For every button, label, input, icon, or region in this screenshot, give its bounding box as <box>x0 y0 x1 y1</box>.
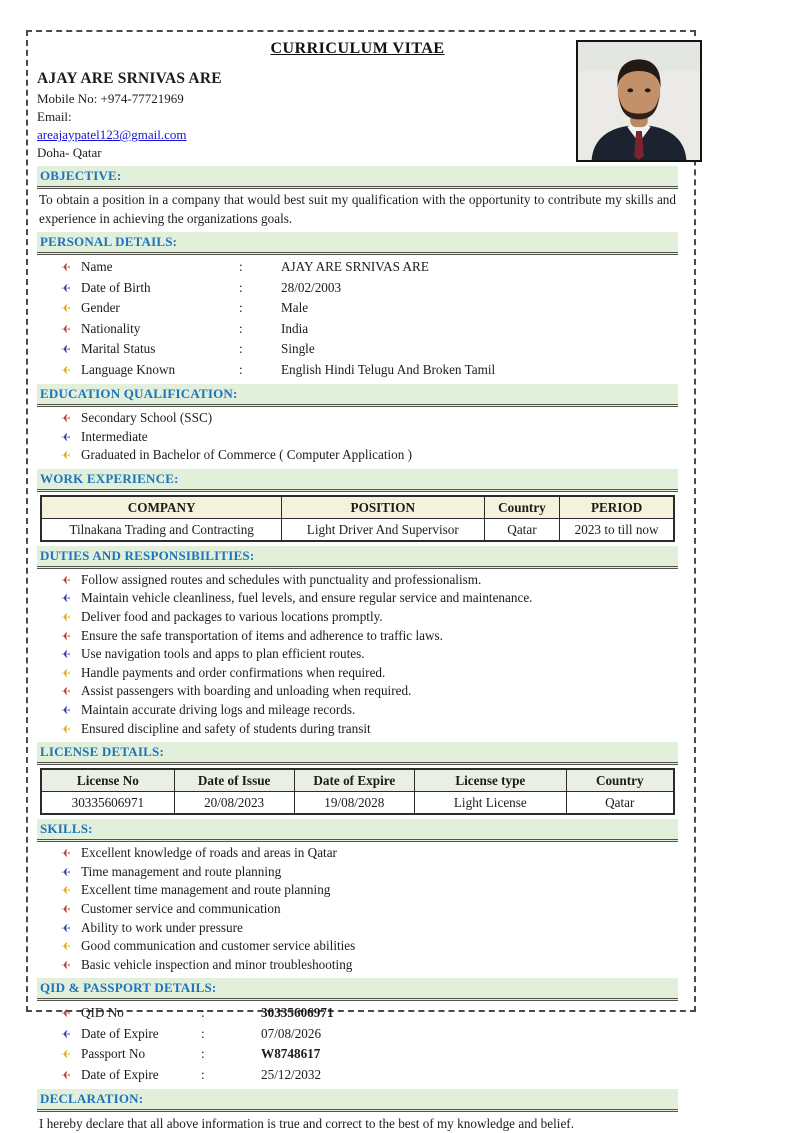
list-item <box>61 881 678 900</box>
plane-bullet-icon <box>61 863 81 882</box>
column-header: PERIOD <box>560 496 674 519</box>
declaration-text: I hereby declare that all above information is true and correct to the best of my knowledge and belief. <box>39 1116 574 1132</box>
detail-value: 28/02/2003 <box>281 279 342 295</box>
list-item <box>61 701 678 720</box>
column-header: Date of Expire <box>294 769 414 792</box>
detail-row <box>37 1024 678 1045</box>
plane-bullet-icon <box>61 298 81 319</box>
section-header-declaration <box>37 1089 678 1112</box>
plane-bullet-icon <box>61 589 81 608</box>
table-cell: 2023 to till now <box>560 518 674 541</box>
personal-details-list <box>37 257 678 380</box>
plane-bullet-icon <box>61 956 81 975</box>
list-item <box>61 645 678 664</box>
person-name: AJAY ARE SRNIVAS ARE <box>37 70 222 87</box>
list-item-text: Maintain vehicle cleanliness, fuel levels, and ensure regular service and maintenance. <box>81 590 533 606</box>
detail-label: Nationality <box>81 320 141 336</box>
location-line: Doha- Qatar <box>37 145 102 160</box>
list-item <box>61 446 678 465</box>
detail-label: Marital Status <box>81 341 156 356</box>
detail-value: AJAY ARE SRNIVAS ARE <box>281 259 429 274</box>
detail-row <box>37 278 678 299</box>
detail-label: Gender <box>81 300 120 315</box>
list-item <box>61 900 678 919</box>
portrait-photo-illustration <box>578 42 700 160</box>
plane-bullet-icon <box>61 682 81 701</box>
column-header: Date of Issue <box>174 769 294 792</box>
table-cell: 19/08/2028 <box>294 792 414 815</box>
column-header: Country <box>484 496 560 519</box>
list-item <box>61 409 678 428</box>
detail-value: 07/08/2026 <box>261 1025 322 1041</box>
column-header: License type <box>414 769 566 792</box>
table-row <box>41 792 674 815</box>
colon-separator: : <box>239 320 243 336</box>
table-row <box>41 518 674 541</box>
section-heading-label: SKILLS: <box>40 821 93 837</box>
detail-row <box>37 1044 678 1065</box>
plane-bullet-icon <box>61 720 81 739</box>
list-item <box>61 664 678 683</box>
plane-bullet-icon <box>61 1065 81 1086</box>
section-header-objective <box>37 166 678 189</box>
section-heading-label: LICENSE DETAILS: <box>40 744 164 760</box>
list-item <box>61 844 678 863</box>
list-item <box>61 608 678 627</box>
colon-separator: : <box>239 259 243 274</box>
portrait-photo <box>576 40 702 162</box>
plane-bullet-icon <box>61 446 81 465</box>
section-header-qid-passport <box>37 978 678 1001</box>
plane-bullet-icon <box>61 937 81 956</box>
objective-text: To obtain a position in a company that would best suit my qualification with the opportunity to contribute my skills and experience in achieving the organizations goals. <box>39 192 676 226</box>
detail-row <box>37 1003 678 1024</box>
detail-value: English Hindi Telugu And Broken Tamil <box>281 361 496 377</box>
plane-bullet-icon <box>61 1003 81 1024</box>
section-header-personal-details <box>37 232 678 255</box>
plane-bullet-icon <box>61 409 81 428</box>
list-item <box>61 956 678 975</box>
list-item-text: Basic vehicle inspection and minor troubleshooting <box>81 956 353 972</box>
plane-bullet-icon <box>61 844 81 863</box>
plane-bullet-icon <box>61 608 81 627</box>
detail-label: Name <box>81 259 113 274</box>
list-item-text: Deliver food and packages to various locations promptly. <box>81 608 383 624</box>
email-label: Email: <box>37 109 72 124</box>
list-item-text: Handle payments and order confirmations when required. <box>81 664 386 680</box>
section-header-duties <box>37 546 678 569</box>
table-cell: Light Driver And Supervisor <box>282 518 484 541</box>
section-header-work-experience <box>37 469 678 492</box>
colon-separator: : <box>239 300 243 315</box>
list-item-text: Excellent knowledge of roads and areas in Qatar <box>81 845 337 861</box>
detail-label: QID No <box>81 1005 124 1021</box>
table-cell: Qatar <box>566 792 674 815</box>
list-item <box>61 571 678 590</box>
detail-row <box>37 339 678 360</box>
list-item-text: Graduated in Bachelor of Commerce ( Computer Application ) <box>81 447 413 463</box>
list-item-text: Good communication and customer service abilities <box>81 938 356 954</box>
section-heading-label: WORK EXPERIENCE: <box>40 470 179 486</box>
colon-separator: : <box>239 341 243 356</box>
detail-value: India <box>281 320 309 336</box>
colon-separator: : <box>239 361 243 377</box>
detail-label: Date of Expire <box>81 1066 159 1082</box>
column-header: License No <box>41 769 174 792</box>
section-heading-label: DUTIES AND RESPONSIBILITIES: <box>40 547 255 563</box>
plane-bullet-icon <box>61 571 81 590</box>
plane-bullet-icon <box>61 319 81 340</box>
plane-bullet-icon <box>61 339 81 360</box>
detail-label: Date of Birth <box>81 279 151 295</box>
detail-label: Language Known <box>81 361 176 377</box>
detail-row <box>37 360 678 381</box>
list-item-text: Ensured discipline and safety of students during transit <box>81 720 371 736</box>
section-heading-label: DECLARATION: <box>40 1091 144 1107</box>
contact-block <box>37 70 517 162</box>
colon-separator: : <box>201 1066 205 1082</box>
mobile-number: Mobile No: +974-77721969 <box>37 91 184 106</box>
page-border <box>26 30 696 1132</box>
plane-bullet-icon <box>61 1044 81 1065</box>
list-item <box>61 863 678 882</box>
list-item-text: Ensure the safe transportation of items and adherence to traffic laws. <box>81 627 443 643</box>
detail-label: Date of Expire <box>81 1025 159 1041</box>
table-cell: Tilnakana Trading and Contracting <box>41 518 281 541</box>
license-details-table <box>40 768 675 815</box>
column-header: POSITION <box>282 496 484 519</box>
duties-list <box>37 571 678 738</box>
table-cell: 30335606971 <box>41 792 174 815</box>
list-item-text: Ability to work under pressure <box>81 919 243 935</box>
detail-value: Single <box>281 341 315 356</box>
plane-bullet-icon <box>61 428 81 447</box>
education-list <box>37 409 678 465</box>
table-cell: 20/08/2023 <box>174 792 294 815</box>
plane-bullet-icon <box>61 645 81 664</box>
detail-row <box>37 319 678 340</box>
detail-value: 25/12/2032 <box>261 1066 322 1082</box>
detail-value: W8748617 <box>261 1046 321 1062</box>
plane-bullet-icon <box>61 627 81 646</box>
detail-row <box>37 257 678 278</box>
detail-value: Male <box>281 300 309 315</box>
list-item <box>61 720 678 739</box>
table-header-row <box>41 769 674 792</box>
colon-separator: : <box>201 1046 205 1062</box>
section-header-license-details <box>37 742 678 765</box>
email-link[interactable]: areajaypatel123@gmail.com <box>37 127 187 142</box>
detail-row <box>37 1065 678 1086</box>
work-experience-table <box>40 495 675 542</box>
qid-passport-list <box>37 1003 678 1085</box>
list-item-text: Use navigation tools and apps to plan efficient routes. <box>81 646 365 662</box>
table-cell: Light License <box>414 792 566 815</box>
plane-bullet-icon <box>61 257 81 278</box>
list-item <box>61 589 678 608</box>
detail-value: 30335606971 <box>261 1005 334 1021</box>
detail-label: Passport No <box>81 1046 146 1062</box>
plane-bullet-icon <box>61 701 81 720</box>
list-item-text: Secondary School (SSC) <box>81 410 213 425</box>
column-header: COMPANY <box>41 496 281 519</box>
list-item <box>61 937 678 956</box>
table-header-row <box>41 496 674 519</box>
list-item-text: Time management and route planning <box>81 863 282 879</box>
colon-separator: : <box>201 1005 205 1021</box>
plane-bullet-icon <box>61 278 81 299</box>
colon-separator: : <box>239 279 243 295</box>
list-item-text: Customer service and communication <box>81 900 281 916</box>
list-item <box>61 682 678 701</box>
plane-bullet-icon <box>61 919 81 938</box>
list-item <box>61 627 678 646</box>
list-item-text: Maintain accurate driving logs and mileage records. <box>81 701 356 717</box>
section-heading-label: OBJECTIVE: <box>40 168 122 183</box>
table-cell: Qatar <box>484 518 560 541</box>
list-item-text: Intermediate <box>81 428 148 444</box>
section-header-education <box>37 384 678 407</box>
section-heading-label: QID & PASSPORT DETAILS: <box>40 980 217 996</box>
section-heading-label: EDUCATION QUALIFICATION: <box>40 386 238 401</box>
plane-bullet-icon <box>61 1024 81 1045</box>
colon-separator: : <box>201 1025 205 1041</box>
plane-bullet-icon <box>61 900 81 919</box>
plane-bullet-icon <box>61 360 81 381</box>
detail-row <box>37 298 678 319</box>
section-header-skills <box>37 819 678 842</box>
list-item <box>61 428 678 447</box>
skills-list <box>37 844 678 974</box>
plane-bullet-icon <box>61 881 81 900</box>
column-header: Country <box>566 769 674 792</box>
section-heading-label: PERSONAL DETAILS: <box>40 234 178 249</box>
list-item-text: Assist passengers with boarding and unloading when required. <box>81 683 412 699</box>
list-item-text: Excellent time management and route planning <box>81 882 331 898</box>
page-title: CURRICULUM VITAE <box>270 40 445 57</box>
list-item <box>61 919 678 938</box>
plane-bullet-icon <box>61 664 81 683</box>
list-item-text: Follow assigned routes and schedules with punctuality and professionalism. <box>81 571 482 587</box>
